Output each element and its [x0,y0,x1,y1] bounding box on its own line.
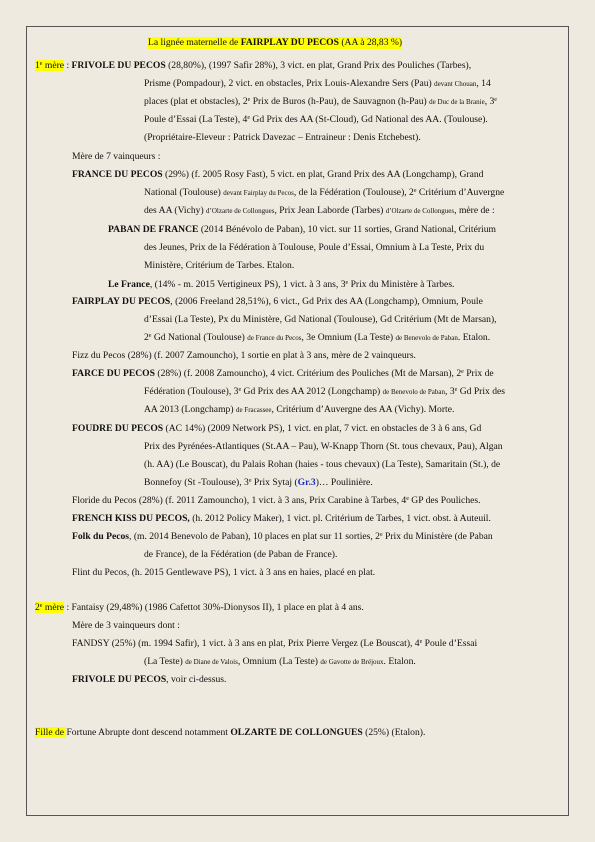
mere1-label: 1e mère [35,60,65,71]
mere1-line-2: Prisme (Pompadour), 2 vict. en obstacles, Prix Louis-Alexandre Sers (Pau) devant Chouan, 14 [144,78,491,89]
fairplay-line-1: FAIRPLAY DU PECOS, (2006 Freeland 28,51%), 6 vict., Gd Prix des AA (Longchamp), Omnium, Poule [72,296,483,307]
fille-label: Fille de [35,727,67,738]
lefrance-line-1: Le France, (14% - m. 2015 Vertigineux PS), 1 vict. à 3 ans, 3e Prix du Ministère à Tarbes. [108,279,455,290]
flint-line-1: Flint du Pecos, (h. 2015 Gentlewave PS), 1 vict. à 3 ans en haies, placé en plat. [72,567,376,578]
france-line-2: National (Toulouse) devant Fairplay du Pecos, de la Fédération (Toulouse), 2e Critérium d’Auvergne [144,187,505,198]
folk-line-2: de France), de la Fédération (de Paban de France). [144,549,338,560]
fairplay-line-2: d’Essai (La Teste), Px du Ministère, Gd National (Toulouse), Gd Critérium (Mt de Marsan), [144,314,497,325]
mere1-subheading: Mère de 7 vainqueurs : [72,151,161,162]
fandsy-line-2: (La Teste) de Diane de Valois, Omnium (La Teste) de Gavotte de Bréjoux. Etalon. [144,656,416,667]
mere1-line-4: Poule d’Essai (La Teste), 4e Gd Prix des AA (St-Cloud), Gd National des AA. (Toulouse). [144,114,488,125]
foudre-line-1: FOUDRE DU PECOS (AC 14%) (2009 Network PS), 1 vict. en plat, 7 vict. en obstacles de 3 à 6 ans, Gd [72,423,482,434]
fandsy-line-1: FANDSY (25%) (m. 1994 Safir), 1 vict. à 3 ans en plat, Prix Pierre Vergez (Le Bouscat), 4e Poule d’Essai [72,638,478,649]
farce-line-1: FARCE DU PECOS (28%) (f. 2008 Zamouncho), 4 vict. Critérium des Pouliches (Mt de Marsan), 2e Prix de [72,368,494,379]
foudre-line-4: Bonnefoy (St -Toulouse), 3e Prix Sytaj (Gr.3)… Poulinière. [144,477,373,488]
fairplay-line-3: 2e Gd National (Toulouse) de France du Pecos, 3e Omnium (La Teste) de Benevolo de Paban. Etalon. [144,332,491,343]
france-line-1: FRANCE DU PECOS (29%) (f. 2005 Rosy Fast), 5 vict. en plat, Grand Prix des AA (Longchamp), Grand [72,169,484,180]
fizz-line-1: Fizz du Pecos (28%) (f. 2007 Zamouncho), 1 sortie en plat à 3 ans, mère de 2 vainqueurs. [72,350,416,361]
foudre-line-3: (h. AA) (Le Bouscat), du Palais Rohan (haies - tous chevaux) (La Teste), Samaritain (St.), de [144,459,501,470]
mere1-line-3: places (plat et obstacles), 2e Prix de Buros (h-Pau), de Sauvagnon (h-Pau) de Duc de la Branie, 3e [144,96,497,107]
france-line-3: des AA (Vichy) d’Olzarte de Collongues, Prix Jean Laborde (Tarbes) d’Olzarte de Collongues, mère de : [144,205,495,216]
frenchkiss-line-1: FRENCH KISS DU PECOS, (h. 2012 Policy Maker), 1 vict. pl. Critérium de Tarbes, 1 vict. obst. à Auteuil. [72,513,491,524]
mere2-line-1: 2e mère : Fantaisy (29,48%) (1986 Cafettot 30%-Dionysos II), 1 place en plat à 4 ans. [35,602,364,613]
mere1-line-1: 1e mère : FRIVOLE DU PECOS (28,80%), (1997 Safir 28%), 3 vict. en plat, Grand Prix des Pouliches (Tarbes), [35,60,472,71]
mere2-subheading: Mère de 3 vainqueurs dont : [72,620,180,631]
page-frame [26,26,569,816]
floride-line-1: Floride du Pecos (28%) (f. 2011 Zamouncho), 1 vict. à 3 ans, Prix Carabine à Tarbes, 4e GP des Pouliches. [72,495,481,506]
farce-line-2: Fédération (Toulouse), 3e Gd Prix des AA 2012 (Longchamp) de Benevolo de Paban, 3e Gd Prix des [144,386,505,397]
foudre-line-2: Prix des Pyrénées-Atlantiques (St.AA – Pau), W-Knapp Thorn (St. tous chevaux, Pau), Algan [144,441,503,452]
fille-line-1: Fille de Fortune Abrupte dont descend notamment OLZARTE DE COLLONGUES (25%) (Etalon). [35,727,426,738]
mere2-label: 2e mère [35,602,65,613]
mere1-line-5: (Propriétaire-Eleveur : Patrick Davezac – Entraineur : Denis Etchebest). [144,132,421,143]
paban-line-1: PABAN DE FRANCE (2014 Bénévolo de Paban), 10 vict. sur 11 sorties, Grand National, Critérium [108,224,496,235]
group-badge: Gr.3 [297,477,316,488]
farce-line-3: AA 2013 (Longchamp) de Fracassee, Critérium d’Auvergne des AA (Vichy). Morte. [144,404,455,415]
paban-line-3: Ministère, Critérium de Tarbes. Etalon. [144,260,295,271]
page-title: La lignée maternelle de FAIRPLAY DU PECOS (AA à 28,83 %) [148,37,403,48]
folk-line-1: Folk du Pecos, (m. 2014 Benevolo de Paban), 10 places en plat sur 11 sorties, 2e Prix du Ministère (de Paban [72,531,493,542]
frivole2-line-1: FRIVOLE DU PECOS, voir ci-dessus. [72,674,227,685]
paban-line-2: des Jeunes, Prix de la Fédération à Toulouse, Poule d’Essai, Omnium à La Teste, Prix du [144,242,485,253]
